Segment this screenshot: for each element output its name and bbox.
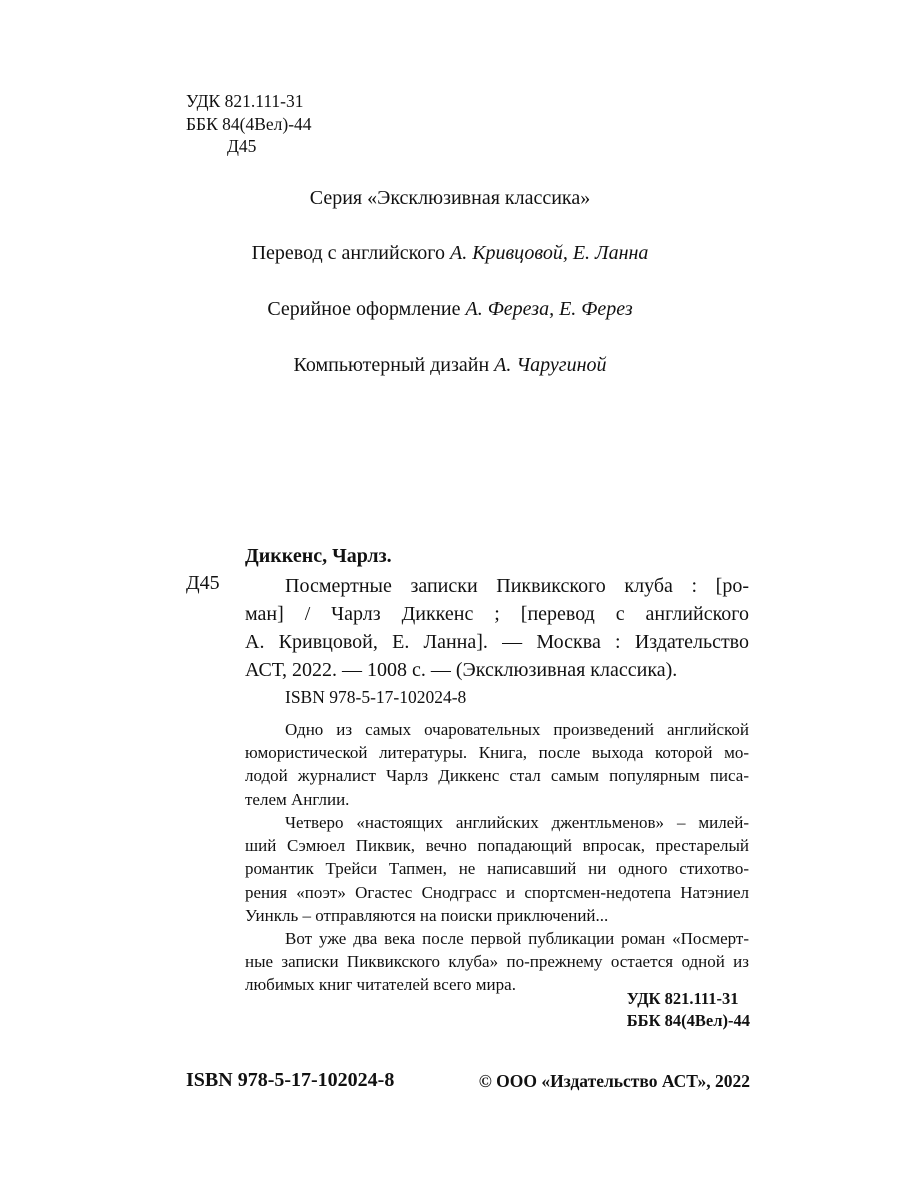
annotation-line: лодой журналист Чарлз Диккенс стал самым популярным писа- <box>245 766 749 786</box>
translation-label: Перевод с английского <box>251 242 450 264</box>
annotation-paragraph-3 <box>245 927 749 997</box>
computer-design-label: Компьютерный дизайн <box>293 354 495 376</box>
annotation-paragraph-1 <box>245 718 749 811</box>
bibliographic-record <box>245 572 749 684</box>
computer-designer-name: А. Чаругиной <box>494 354 607 376</box>
bottom-udk-code: УДК 821.111-31 <box>626 989 739 1008</box>
annotation-line: рения «поэт» Огастес Снодграсс и спортсмен-недотепа Натэниел <box>245 882 749 902</box>
record-author: Диккенс, Чарлз. <box>245 545 392 567</box>
designer-names: А. Фереза, Е. Ферез <box>465 298 633 320</box>
series-line <box>0 187 900 210</box>
annotation-line: любимых книг читателей всего мира. <box>245 975 516 995</box>
record-isbn: ISBN 978-5-17-102024-8 <box>285 687 467 707</box>
annotation-line: Четверо «настоящих английских джентльменов» – милей- <box>285 813 749 832</box>
annotation-line: романтик Трейси Тапмен, не написавший ни одного стихотво- <box>245 859 749 879</box>
annotation-line: Одно из самых очаровательных произведений английской <box>285 720 749 739</box>
top-classification-codes <box>186 90 312 158</box>
annotation-line: юмористической литературы. Книга, после выхода которой мо- <box>245 743 749 763</box>
biblio-line: АСТ, 2022. — 1008 с. — (Эксклюзивная классика). <box>245 659 678 681</box>
copyright-notice: © ООО «Издательство АСТ», 2022 <box>478 1071 750 1091</box>
udk-code: УДК 821.111-31 <box>186 91 304 111</box>
series-label: Серия «Эксклюзивная классика» <box>309 187 591 209</box>
design-line <box>0 298 900 321</box>
biblio-line: ман] / Чарлз Диккенс ; [перевод с английского <box>245 603 749 625</box>
translation-line <box>0 242 900 265</box>
bbk-code: ББК 84(4Вел)-44 <box>186 113 312 134</box>
annotation-line: ные записки Пиквикского клуба» по-прежнему остается одной из <box>245 952 749 972</box>
annotation-line: ший Сэмюел Пиквик, вечно попадающий впросак, престарелый <box>245 836 749 856</box>
bottom-bbk-code: ББК 84(4Вел)-44 <box>626 1010 750 1030</box>
record-code: Д45 <box>186 572 220 594</box>
annotation-paragraph-2 <box>245 811 749 927</box>
annotation-line: телем Англии. <box>245 789 350 809</box>
biblio-line: А. Кривцовой, Е. Ланна]. — Москва : Издательство <box>245 631 749 653</box>
translator-names: А. Кривцовой, Е. Ланна <box>449 242 649 264</box>
author-mark: Д45 <box>227 136 257 156</box>
footer-isbn: ISBN 978-5-17-102024-8 <box>186 1069 395 1091</box>
computer-design-line <box>0 354 900 377</box>
biblio-line: Посмертные записки Пиквикского клуба : [ро- <box>285 575 749 597</box>
bottom-classification-codes <box>627 988 750 1031</box>
annotation-line: Уинкль – отправляются на поиски приключений... <box>245 905 609 925</box>
annotation-line: Вот уже два века после первой публикации роман «Посмерт- <box>285 929 749 948</box>
design-label: Серийное оформление <box>267 298 466 320</box>
